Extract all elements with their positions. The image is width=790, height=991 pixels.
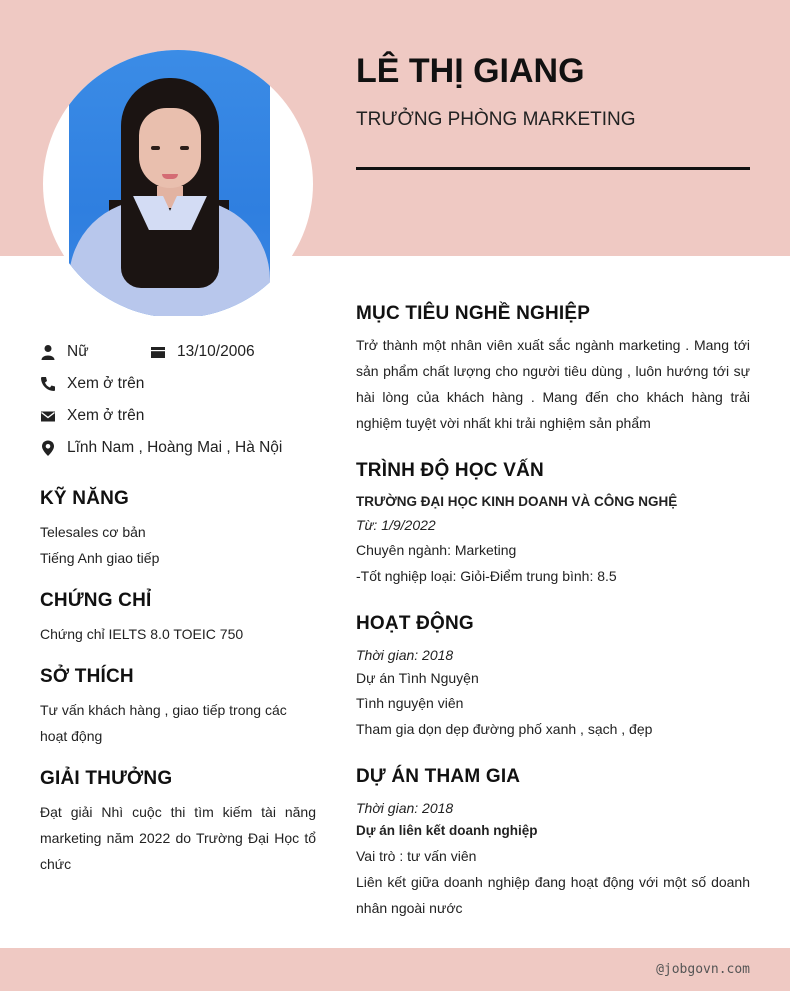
contact-birthday <box>150 343 255 361</box>
profile-photo <box>43 50 313 318</box>
contact-phone <box>40 375 144 393</box>
candidate-name: LÊ THỊ GIANG <box>356 52 585 90</box>
email-value: Xem ở trên <box>67 407 145 424</box>
education-grade: -Tốt nghiệp loại: Giỏi-Điểm trung bình: 8.5 <box>356 568 617 584</box>
contact-address <box>40 439 282 457</box>
title-divider <box>356 167 750 170</box>
envelope-icon <box>40 408 56 424</box>
education-from: Từ: 1/9/2022 <box>356 517 436 533</box>
education-major: Chuyên ngành: Marketing <box>356 542 517 558</box>
project-time: Thời gian: 2018 <box>356 800 454 816</box>
objective-text: Trở thành một nhân viên xuất sắc ngành marketing . Mang tới sản phẩm chất lượng cho người tiêu dùng , luôn hướng tới sự hài lòng của khách hàng . Mang đến cho khách hàng trải nghiệm tuyệt vời nhất khi trải nghiệm sản phẩm <box>356 337 750 431</box>
education-school: TRƯỜNG ĐẠI HỌC KINH DOANH VÀ CÔNG NGHỆ <box>356 494 678 509</box>
awards-text: Đạt giải Nhì cuộc thi tìm kiếm tài năng marketing năm 2022 do Trường Đại Học tổ chức <box>40 804 316 872</box>
project-desc: Liên kết giữa doanh nghiệp đang hoạt động với một số doanh nhân ngoài nước <box>356 874 750 916</box>
gender-value: Nữ <box>67 343 89 360</box>
activity-name: Dự án Tình Nguyện <box>356 670 479 686</box>
phone-value: Xem ở trên <box>67 375 145 392</box>
skill-item: Telesales cơ bản <box>40 524 146 540</box>
birthday-value: 13/10/2006 <box>177 343 255 360</box>
activity-time: Thời gian: 2018 <box>356 647 454 663</box>
skill-item: Tiếng Anh giao tiếp <box>40 550 160 566</box>
objective-heading: MỤC TIÊU NGHỀ NGHIỆP <box>356 303 591 324</box>
contact-gender <box>40 343 89 361</box>
location-pin-icon <box>40 440 56 456</box>
contact-email <box>40 407 144 425</box>
footer-brand: @jobgovn.com <box>656 962 750 977</box>
projects-heading: DỰ ÁN THAM GIA <box>356 766 521 787</box>
job-title: TRƯỞNG PHÒNG MARKETING <box>356 109 636 130</box>
certificates-heading: CHỨNG CHỈ <box>40 590 152 611</box>
education-heading: TRÌNH ĐỘ HỌC VẤN <box>356 460 544 481</box>
awards-heading: GIẢI THƯỞNG <box>40 768 173 789</box>
certificate-item: Chứng chỉ IELTS 8.0 TOEIC 750 <box>40 626 244 642</box>
address-value: Lĩnh Nam , Hoàng Mai , Hà Nội <box>67 439 283 456</box>
activity-desc: Tham gia dọn dẹp đường phố xanh , sạch , đẹp <box>356 721 653 737</box>
person-icon <box>40 344 56 360</box>
phone-icon <box>40 376 56 392</box>
hobbies-text: Tư vấn khách hàng , giao tiếp trong các hoạt động <box>40 702 287 744</box>
photo-image: ♡ <box>69 50 270 316</box>
activity-role: Tình nguyện viên <box>356 695 464 711</box>
skills-heading: KỸ NĂNG <box>40 488 130 509</box>
calendar-icon <box>150 344 166 360</box>
activities-heading: HOẠT ĐỘNG <box>356 613 474 634</box>
project-name: Dự án liên kết doanh nghiệp <box>356 823 538 838</box>
hobbies-heading: SỞ THÍCH <box>40 666 134 687</box>
project-role: Vai trò : tư vấn viên <box>356 848 477 864</box>
